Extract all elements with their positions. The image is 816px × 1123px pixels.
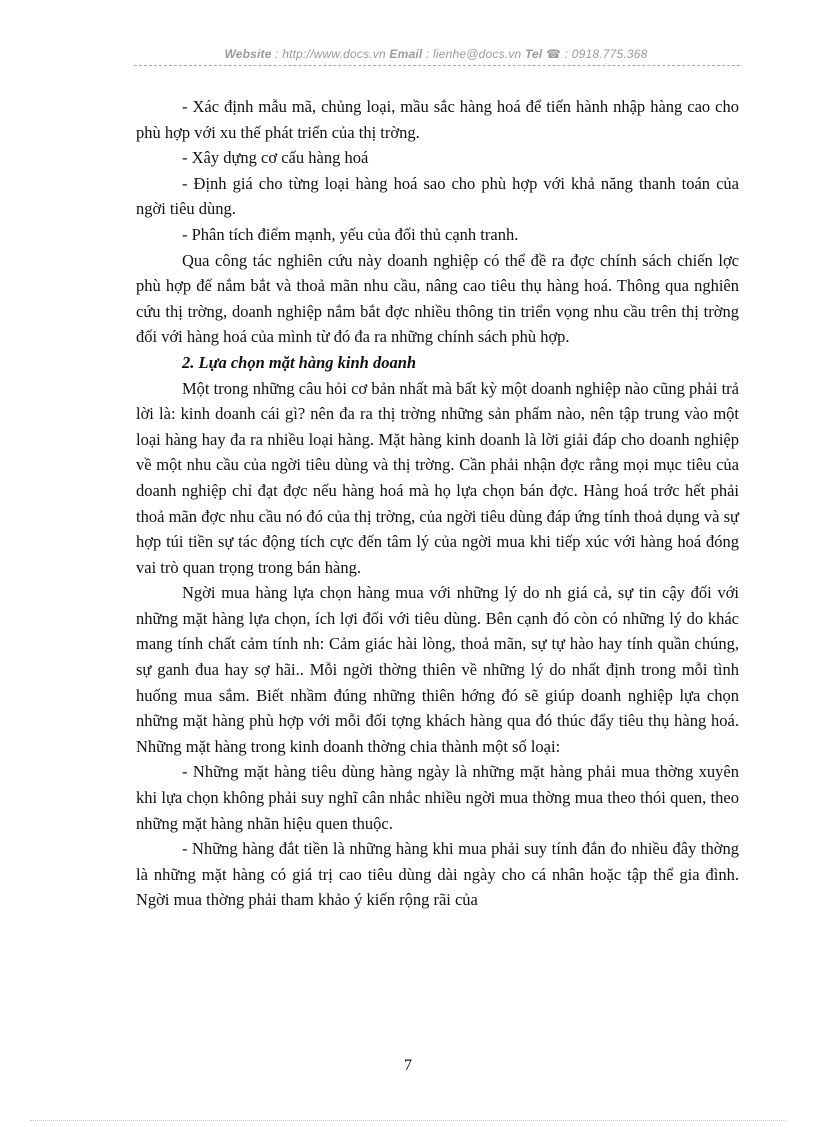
footer-divider bbox=[30, 1120, 786, 1121]
paragraph: - Xác định mẫu mã, chủng loại, mầu sắc hàng hoá để tiến hành nhập hàng cao cho phù hợp với xu thế phát triển của thị trờng. bbox=[136, 97, 739, 142]
website-value: : http://www.docs.vn bbox=[271, 47, 390, 61]
header-divider bbox=[134, 65, 740, 66]
paragraph: - Xây dựng cơ cấu hàng hoá bbox=[182, 148, 369, 168]
paragraph: - Phân tích điểm mạnh, yếu của đối thủ cạnh tranh. bbox=[182, 224, 519, 244]
page-number: 7 bbox=[404, 1057, 412, 1074]
paragraph: - Định giá cho từng loại hàng hoá sao cho phù hợp với khả năng thanh toán của ngời tiêu dùng. bbox=[136, 173, 739, 219]
tel-label: Tel bbox=[524, 47, 543, 61]
email-value: : lienhe@docs.vn bbox=[422, 47, 525, 61]
email-label: Email bbox=[389, 47, 423, 61]
paragraph: Ngời mua hàng lựa chọn hàng mua với những lý do nh giá cả, sự tin cậy đối với những mặt hàng lựa chọn, ích lợi đối với tiêu dùng. Bên cạnh đó còn có những lý do khác mang tính chất cảm tính nh: Cảm giác hài lòng, thoả mãn, sự tự hào hay tính quần chúng, sự ganh đua hay sợ hãi.. Mỗi ngời thờng thiên về những lý do nhất định trong mỗi tình huống mua sắm. Biết nhầm đúng những thiên hớng đó sẽ giúp doanh nghiệp lựa chọn những mặt hàng phù hợp với mỗi đối tợng khách hàng qua đó thúc đẩy tiêu thụ hàng hoá. Những mặt hàng trong kinh doanh thờng chia thành một số loại: bbox=[136, 583, 739, 756]
document-body bbox=[136, 94, 739, 913]
tel-value: ☎ : 0918.775.368 bbox=[542, 47, 648, 61]
website-label: Website bbox=[224, 47, 272, 61]
section-heading: 2. Lựa chọn mặt hàng kinh doanh bbox=[182, 352, 417, 372]
paragraph: - Những mặt hàng tiêu dùng hàng ngày là những mặt hàng phải mua thờng xuyên khi lựa chọn không phải suy nghĩ cân nhắc nhiều ngời mua thờng mua theo thói quen, theo những mặt hàng nhãn hiệu quen thuộc. bbox=[136, 762, 739, 833]
paragraph: - Những hàng đắt tiền là những hàng khi mua phải suy tính đắn đo nhiều đây thờng là những mặt hàng có giá trị cao tiêu dùng dài ngày cho cá nhân hoặc tập thể gia đình. Ngời mua thờng phải tham khảo ý kiến rộng rãi của bbox=[136, 839, 739, 910]
paragraph: Qua công tác nghiên cứu này doanh nghiệp có thể đề ra đợc chính sách chiến lợc phù hợp để nắm bắt và thoả mãn nhu cầu, nâng cao tiêu thụ hàng hoá. Thông qua nghiên cứu thị trờng, doanh nghiệp nắm bắt đợc nhiều thông tin triển vọng nhu cầu trên thị trờng đối với hàng hoá của mình từ đó đa ra những chính sách phù hợp. bbox=[136, 250, 739, 347]
page-header bbox=[132, 47, 740, 61]
paragraph: Một trong những câu hỏi cơ bản nhất mà bất kỳ một doanh nghiệp nào cũng phải trả lời là: kinh doanh cái gì? nên đa ra thị trờng những sản phẩm nào, nên tập trung vào một loại hàng hay đa ra nhiều loại hàng. Mặt hàng kinh doanh là lời giải đáp cho doanh nghiệp về một nhu cầu của ngời tiêu dùng và thị trờng. Cần phải nhận đợc rằng mọi mục tiêu của doanh nghiệp chỉ đạt đợc nếu hàng hoá mà họ lựa chọn bán đợc. Hàng hoá trớc hết phải thoả mãn đợc nhu cầu nó đó của thị trờng, của ngời tiêu dùng đáp ứng tính thoả dụng và sự hợp túi tiền sự tác động tích cực đến tâm lý của ngời mua khi tiếp xúc với hàng hoá đóng vai trò quan trọng trong bán hàng. bbox=[136, 378, 739, 577]
